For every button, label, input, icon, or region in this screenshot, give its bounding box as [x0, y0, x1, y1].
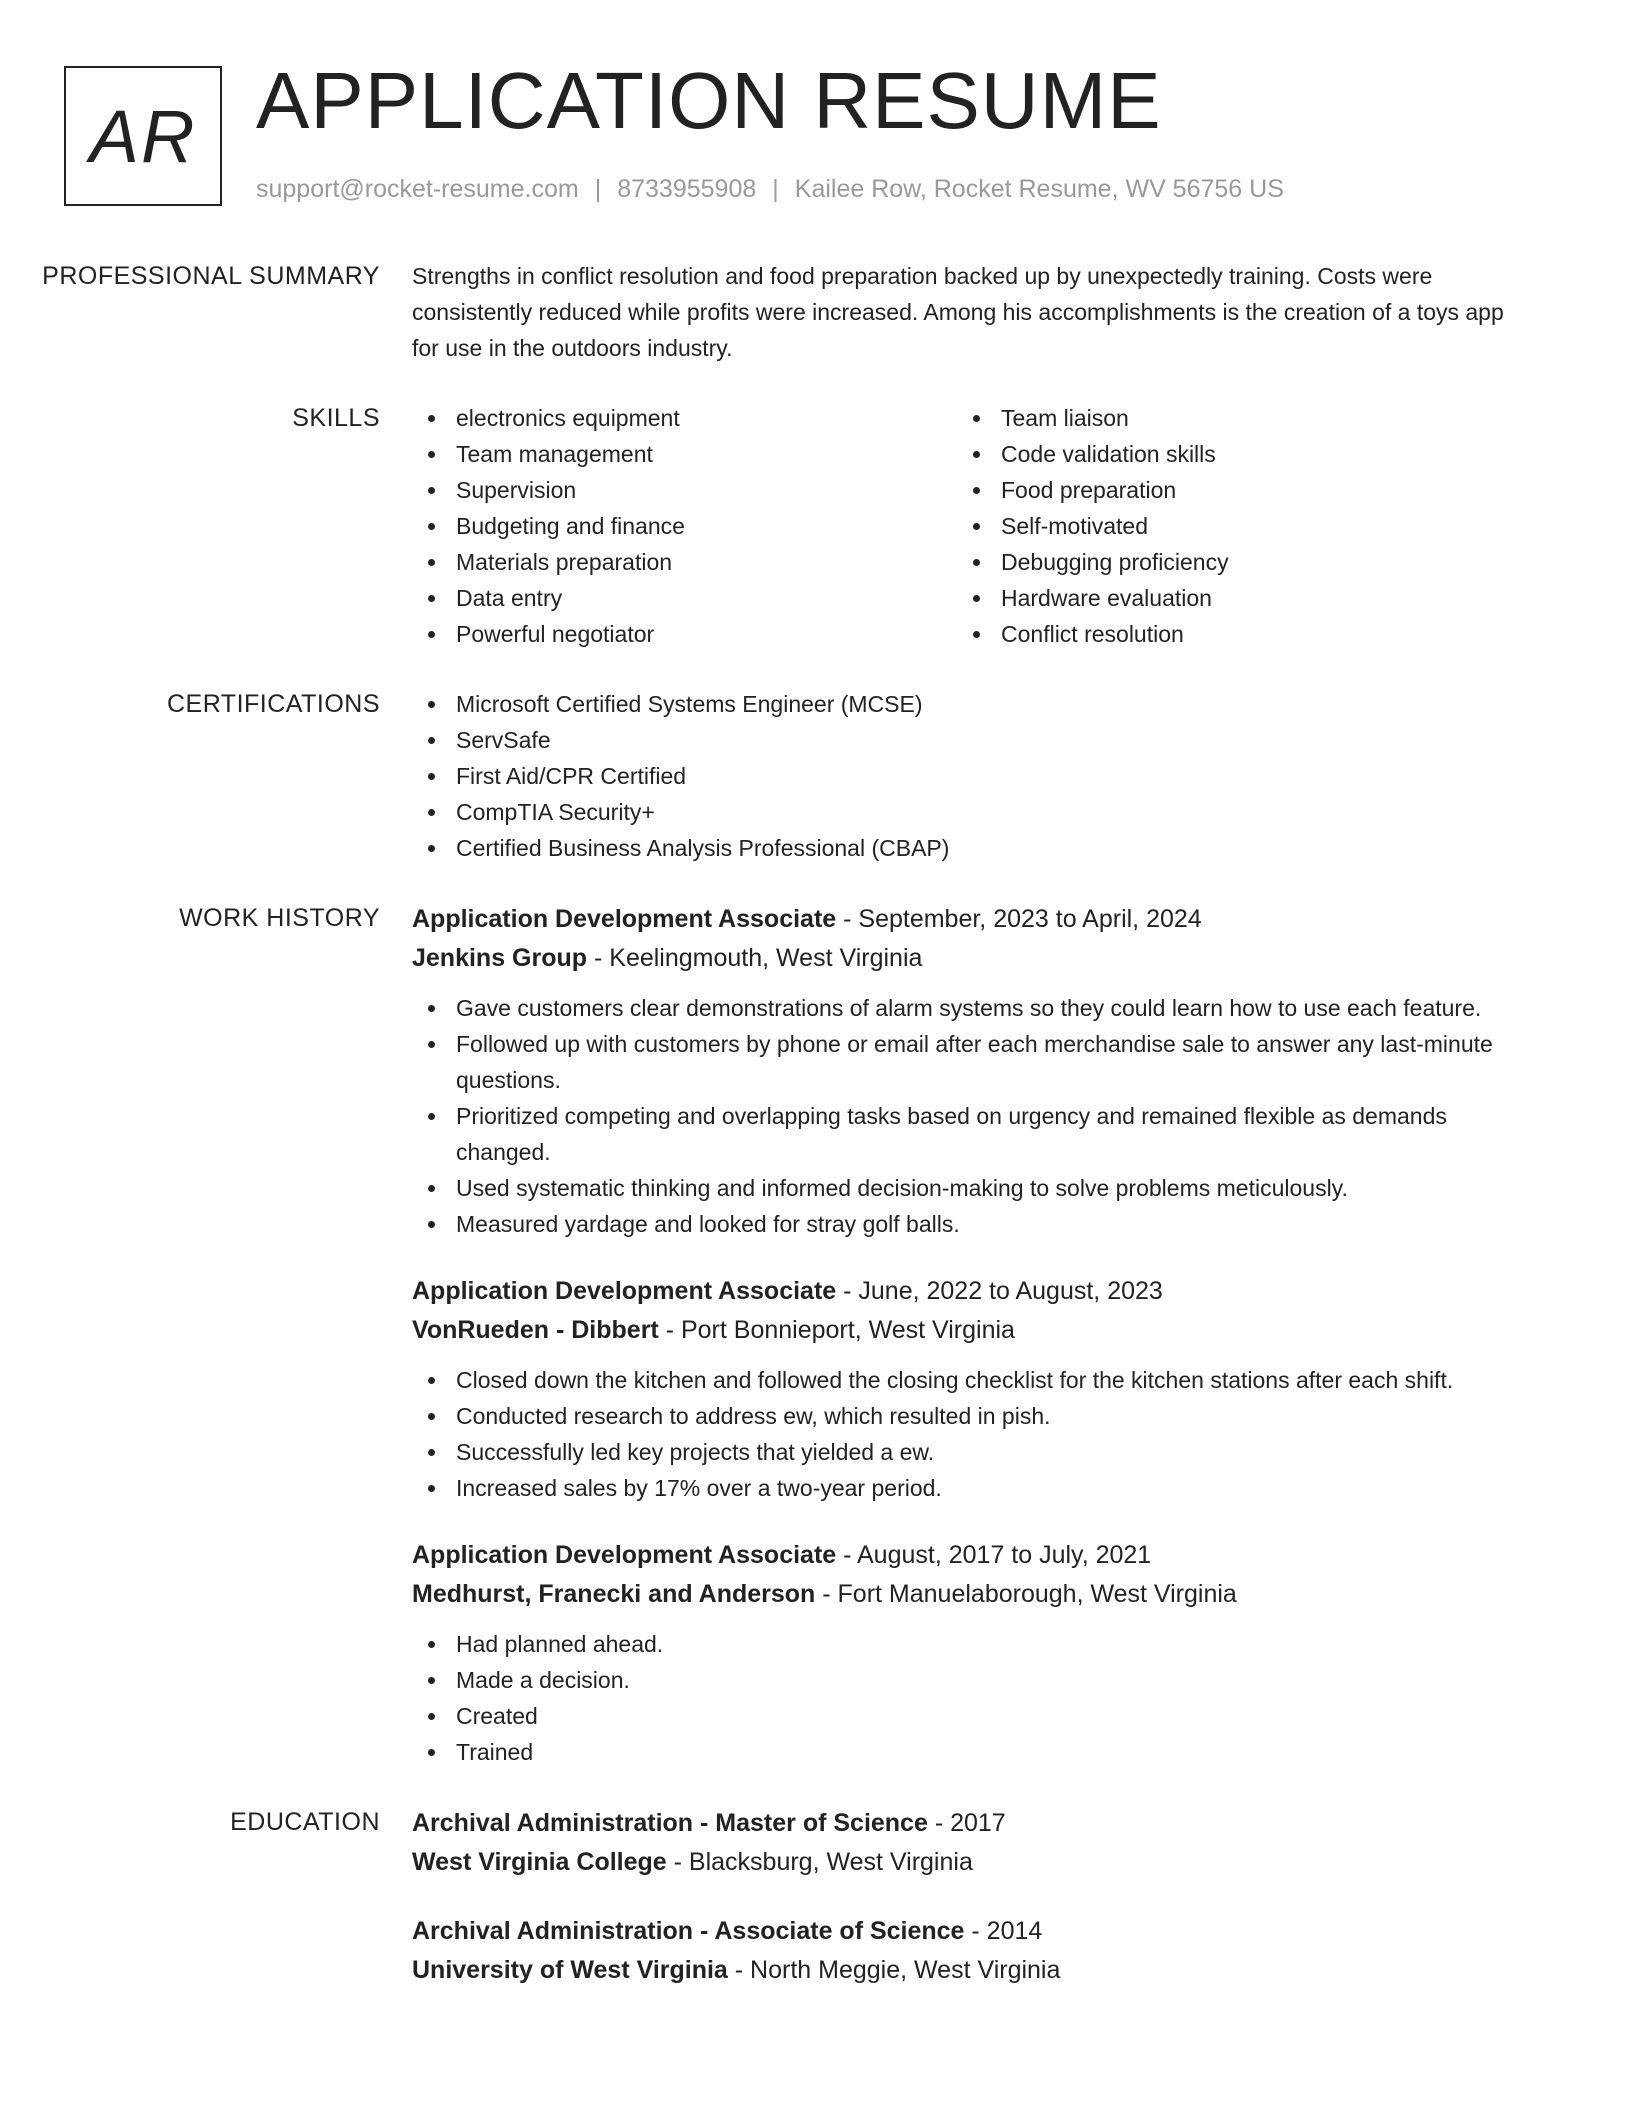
job-title: Application Development Associate	[412, 1277, 837, 1305]
education-entry	[412, 1804, 1512, 1882]
degree-line	[412, 1804, 1512, 1843]
certification-item: Certified Business Analysis Professional (CBAP)	[412, 830, 1512, 866]
section-label: PROFESSIONAL SUMMARY	[42, 262, 380, 290]
section-label: WORK HISTORY	[179, 904, 380, 932]
certification-item: First Aid/CPR Certified	[412, 758, 1512, 794]
job-bullet: Created	[412, 1698, 1512, 1734]
skills-column	[412, 400, 957, 652]
degree: Archival Administration - Associate of Science	[412, 1917, 965, 1945]
job-title-line	[412, 900, 1512, 939]
school-line	[412, 1843, 1512, 1882]
job-entry	[412, 1536, 1512, 1770]
separator: |	[772, 175, 779, 203]
skill-item: Team management	[412, 436, 957, 472]
job-bullet: Followed up with customers by phone or email after each merchandise sale to answer any last-minute questions.	[412, 1026, 1512, 1098]
summary-section	[0, 258, 1632, 366]
degree: Archival Administration - Master of Science	[412, 1809, 928, 1837]
skill-item: Supervision	[412, 472, 957, 508]
job-company: VonRueden - Dibbert	[412, 1316, 659, 1344]
job-entry	[412, 1272, 1512, 1506]
job-location: - Port Bonnieport, West Virginia	[658, 1316, 1015, 1344]
job-dates: - August, 2017 to July, 2021	[836, 1541, 1152, 1569]
job-bullet: Measured yardage and looked for stray golf balls.	[412, 1206, 1512, 1242]
email-text[interactable]: support@rocket-resume.com	[256, 175, 579, 203]
separator: |	[594, 175, 602, 203]
school-location: - Blacksburg, West Virginia	[666, 1848, 973, 1876]
job-company-line	[412, 939, 1512, 978]
skill-item: Self-motivated	[957, 508, 1502, 544]
work-history-section	[0, 900, 1632, 1770]
section-body	[412, 1804, 1512, 2020]
job-bullets	[412, 990, 1512, 1242]
section-body	[412, 686, 1512, 866]
school: West Virginia College	[412, 1848, 667, 1876]
job-bullet: Had planned ahead.	[412, 1626, 1512, 1662]
school-line	[412, 1951, 1512, 1990]
degree-year: - 2014	[964, 1917, 1043, 1945]
job-bullets	[412, 1626, 1512, 1770]
contact-line	[256, 174, 1284, 204]
job-dates: - June, 2022 to August, 2023	[836, 1277, 1163, 1305]
skill-item: Team liaison	[957, 400, 1502, 436]
job-bullet: Made a decision.	[412, 1662, 1512, 1698]
section-body	[412, 258, 1512, 366]
degree-year: - 2017	[927, 1809, 1006, 1837]
job-dates: - September, 2023 to April, 2024	[836, 905, 1202, 933]
skills-section	[0, 400, 1632, 652]
resume-content	[0, 258, 1632, 2054]
page-title: APPLICATION RESUME	[256, 56, 1162, 145]
skill-item: Materials preparation	[412, 544, 957, 580]
skills-column	[957, 400, 1502, 652]
school: University of West Virginia	[412, 1956, 728, 1984]
job-bullet: Increased sales by 17% over a two-year period.	[412, 1470, 1512, 1506]
skills-list	[412, 400, 1512, 652]
certifications-list	[412, 686, 1512, 866]
job-bullet: Used systematic thinking and informed decision-making to solve problems meticulously.	[412, 1170, 1512, 1206]
job-company-line	[412, 1575, 1512, 1614]
job-bullet: Successfully led key projects that yielded a ew.	[412, 1434, 1512, 1470]
skill-item: Debugging proficiency	[957, 544, 1502, 580]
skill-item: electronics equipment	[412, 400, 957, 436]
summary-text: Strengths in conflict resolution and food preparation backed up by unexpectedly training. Costs were consistently reduced while profits were increased. Among his accomplishments is the creation of a toys app for use in the outdoors industry.	[412, 263, 1504, 361]
job-bullet: Gave customers clear demonstrations of alarm systems so they could learn how to use each feature.	[412, 990, 1512, 1026]
job-bullet: Prioritized competing and overlapping tasks based on urgency and remained flexible as demands changed.	[412, 1098, 1512, 1170]
skill-item: Food preparation	[957, 472, 1502, 508]
address-text: Kailee Row, Rocket Resume, WV 56756 US	[794, 175, 1284, 203]
skill-item: Data entry	[412, 580, 957, 616]
section-label: SKILLS	[292, 404, 380, 432]
skill-item: Code validation skills	[957, 436, 1502, 472]
degree-line	[412, 1912, 1512, 1951]
job-bullet: Trained	[412, 1734, 1512, 1770]
certifications-section	[0, 686, 1632, 866]
monogram: AR	[64, 66, 222, 206]
skill-item: Conflict resolution	[957, 616, 1502, 652]
skill-item: Hardware evaluation	[957, 580, 1502, 616]
certification-item: ServSafe	[412, 722, 1512, 758]
job-bullet: Closed down the kitchen and followed the closing checklist for the kitchen stations after each shift.	[412, 1362, 1512, 1398]
education-section	[0, 1804, 1632, 2020]
certification-item: CompTIA Security+	[412, 794, 1512, 830]
job-entry	[412, 900, 1512, 1242]
job-location: - Keelingmouth, West Virginia	[587, 944, 923, 972]
section-label: CERTIFICATIONS	[166, 690, 380, 718]
school-location: - North Meggie, West Virginia	[727, 1956, 1061, 1984]
job-title-line	[412, 1536, 1512, 1575]
job-bullet: Conducted research to address ew, which resulted in pish.	[412, 1398, 1512, 1434]
job-company: Jenkins Group	[412, 944, 588, 972]
job-company: Medhurst, Franecki and Anderson	[412, 1580, 816, 1608]
section-body	[412, 900, 1512, 1770]
job-title: Application Development Associate	[412, 1541, 837, 1569]
job-company-line	[412, 1311, 1512, 1350]
certification-item: Microsoft Certified Systems Engineer (MCSE)	[412, 686, 1512, 722]
phone-text[interactable]: 8733955908	[617, 175, 757, 203]
job-title: Application Development Associate	[412, 905, 837, 933]
skill-item: Budgeting and finance	[412, 508, 957, 544]
section-label: EDUCATION	[230, 1808, 380, 1836]
education-entry	[412, 1912, 1512, 1990]
job-title-line	[412, 1272, 1512, 1311]
job-location: - Fort Manuelaborough, West Virginia	[815, 1580, 1237, 1608]
skill-item: Powerful negotiator	[412, 616, 957, 652]
job-bullets	[412, 1362, 1512, 1506]
